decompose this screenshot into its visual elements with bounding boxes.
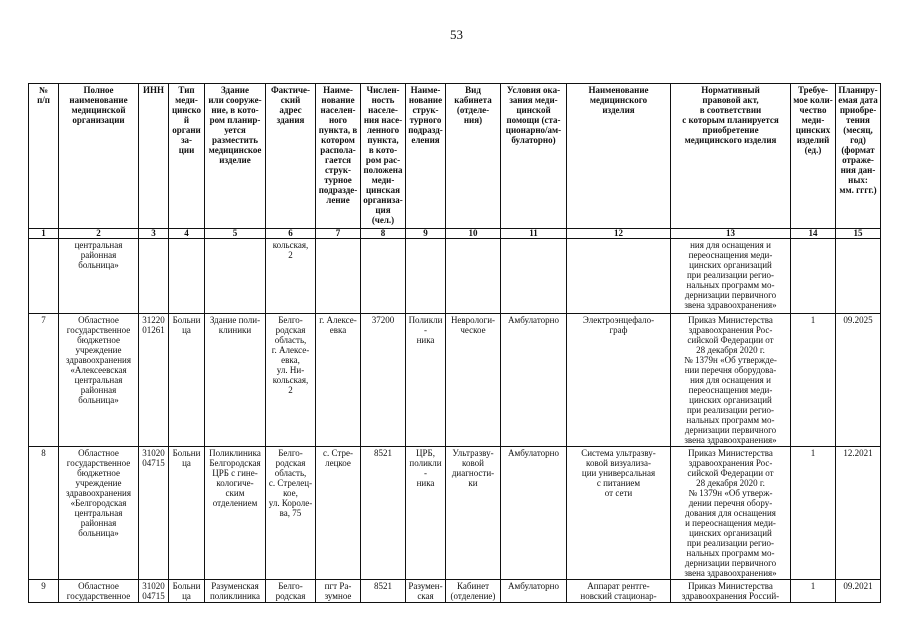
column-number-row <box>29 229 881 239</box>
table-cell <box>836 239 881 314</box>
table-cell <box>567 239 671 314</box>
inn-cell: 31020 04715 <box>139 447 169 580</box>
table-cell: ния для оснащения и переоснащения меди- цинских организаций при реализации регио- нальных программ мо- дернизации первичного звена здравоохранения» <box>671 239 791 314</box>
table-cell: Поликлиника Белгородская ЦРБ с гине- кологиче- ским отделением <box>205 447 266 580</box>
table-cell: ЦРБ, поликли- ника <box>406 447 446 580</box>
column-number: 2 <box>59 229 139 239</box>
inn-cell: 31020 04715 <box>139 580 169 603</box>
table-cell <box>316 239 361 314</box>
table-cell <box>169 239 205 314</box>
table-cell: Больница <box>169 447 205 580</box>
table-cell <box>406 239 446 314</box>
table-cell: пгт Ра- зумное <box>316 580 361 603</box>
column-number: 13 <box>671 229 791 239</box>
table-cell: 09.2025 <box>836 314 881 447</box>
table-row-8 <box>29 447 881 580</box>
table-cell: 1 <box>791 580 836 603</box>
organization-name: Областное государственное бюджетное учреждение здравоохранения «Белгородская центральная районная больница» <box>59 447 139 580</box>
header-cell: ИНН <box>139 84 169 229</box>
row-number: 7 <box>29 314 59 447</box>
table-cell: 1 <box>791 447 836 580</box>
column-number: 3 <box>139 229 169 239</box>
page-number: 53 <box>450 27 463 42</box>
table-cell: Приказ Министерства здравоохранения Россий- <box>671 580 791 603</box>
table-row-continuation <box>29 239 881 314</box>
header-cell: Условия ока- зания меди- цинской помощи (ста- ционарно/ам- булаторно) <box>501 84 567 229</box>
row-number: 8 <box>29 447 59 580</box>
table-cell: Амбулаторно <box>501 314 567 447</box>
equipment-table <box>28 83 881 603</box>
table-cell: Ультразву- ковой диагности- ки <box>446 447 501 580</box>
header-cell: Полное наименование медицинской организации <box>59 84 139 229</box>
header-cell: Тип меди- цинской организа- ции <box>169 84 205 229</box>
row-number: 9 <box>29 580 59 603</box>
table-cell: с. Стре- лецкое <box>316 447 361 580</box>
table-cell: 12.2021 <box>836 447 881 580</box>
table-cell: Аппарат рентге- новский стационар- <box>567 580 671 603</box>
header-cell: Требуе- мое коли- чество меди- цинских изделий (ед.) <box>791 84 836 229</box>
table-cell: Здание поли- клиники <box>205 314 266 447</box>
column-number: 4 <box>169 229 205 239</box>
header-cell: № п/п <box>29 84 59 229</box>
header-cell: Числен- ность населе- ния насе- ленного пункта, в кото- ром рас- положена меди- цинская организа- ция (чел.) <box>361 84 406 229</box>
header-cell: Вид кабинета (отделе- ния) <box>446 84 501 229</box>
table-cell: Больница <box>169 580 205 603</box>
table-row-9 <box>29 580 881 603</box>
table-cell: кольская, 2 <box>266 239 316 314</box>
table-cell: Кабинет (отделение) <box>446 580 501 603</box>
table-cell <box>205 239 266 314</box>
table-cell: 09.2021 <box>836 580 881 603</box>
table-cell: Система ультразву- ковой визуализа- ции универсальная с питанием от сети <box>567 447 671 580</box>
table-cell <box>29 239 59 314</box>
organization-name: Областное государственное <box>59 580 139 603</box>
column-number: 9 <box>406 229 446 239</box>
column-number: 10 <box>446 229 501 239</box>
header-cell: Здание или сооруже- ние, в кото- ром планир- уется разместить медицинское изделие <box>205 84 266 229</box>
table-cell <box>446 239 501 314</box>
header-cell: Наименование медицинского изделия <box>567 84 671 229</box>
table-cell: Белго- родская <box>266 580 316 603</box>
table-cell: Разумен- ская <box>406 580 446 603</box>
organization-name: Областное государственное бюджетное учреждение здравоохранения «Алексеевская центральная районная больница» <box>59 314 139 447</box>
table-cell: Белго- родская область, с. Стрелец- кое, ул. Короле- ва, 75 <box>266 447 316 580</box>
column-number: 15 <box>836 229 881 239</box>
table-cell: Приказ Министерства здравоохранения Рос- сийской Федерации от 28 декабря 2020 г. № 1379н «Об утверж- дении перечня обору- дования для оснащения и переоснащения меди- цинских организаций при реализации регио- нальных программ мо- дернизации первичного звена здравоохранения» <box>671 447 791 580</box>
table-cell <box>791 239 836 314</box>
header-row <box>29 84 881 229</box>
table-cell: Неврологи- ческое <box>446 314 501 447</box>
table-cell: Больница <box>169 314 205 447</box>
table-cell: 1 <box>791 314 836 447</box>
column-number: 5 <box>205 229 266 239</box>
table-cell: Амбулаторно <box>501 447 567 580</box>
inn-cell: 31220 01261 <box>139 314 169 447</box>
table-cell: г. Алексе- евка <box>316 314 361 447</box>
table-cell: Поликли- ника <box>406 314 446 447</box>
column-number: 6 <box>266 229 316 239</box>
header-cell: Наиме- нование населен- ного пункта, в котором распола- гается струк- турное подразде- ление <box>316 84 361 229</box>
table-cell: центральная районная больница» <box>59 239 139 314</box>
table-cell: 8521 <box>361 447 406 580</box>
table-cell: 8521 <box>361 580 406 603</box>
table-cell: Амбулаторно <box>501 580 567 603</box>
column-number: 12 <box>567 229 671 239</box>
header-cell: Планиру- емая дата приобре- тения (месяц, год) (формат отраже- ния дан- ных: мм. гггг.) <box>836 84 881 229</box>
header-cell: Фактиче- ский адрес здания <box>266 84 316 229</box>
table-cell: Приказ Министерства здравоохранения Рос- сийской Федерации от 28 декабря 2020 г. № 1379н «Об утвержде- нии перечня оборудова- ния для оснащения и переоснащения меди- цинских организаций при реализации регио- нальных программ мо- дернизации первичного звена здравоохранения» <box>671 314 791 447</box>
table-cell: Разуменская поликлиника <box>205 580 266 603</box>
header-cell: Нормативный правовой акт, в соответствии с которым планируется приобретение медицинского изделия <box>671 84 791 229</box>
table-cell <box>139 239 169 314</box>
table-cell <box>361 239 406 314</box>
table-cell <box>501 239 567 314</box>
header-cell: Наиме- нование струк- турного подразд- еления <box>406 84 446 229</box>
column-number: 1 <box>29 229 59 239</box>
column-number: 7 <box>316 229 361 239</box>
column-number: 14 <box>791 229 836 239</box>
column-number: 8 <box>361 229 406 239</box>
column-number: 11 <box>501 229 567 239</box>
table-row-7 <box>29 314 881 447</box>
table-cell: Белго- родская область, г. Алексе- евка, ул. Ни- кольская, 2 <box>266 314 316 447</box>
table-cell: Электроэнцефало- граф <box>567 314 671 447</box>
table-cell: 37200 <box>361 314 406 447</box>
